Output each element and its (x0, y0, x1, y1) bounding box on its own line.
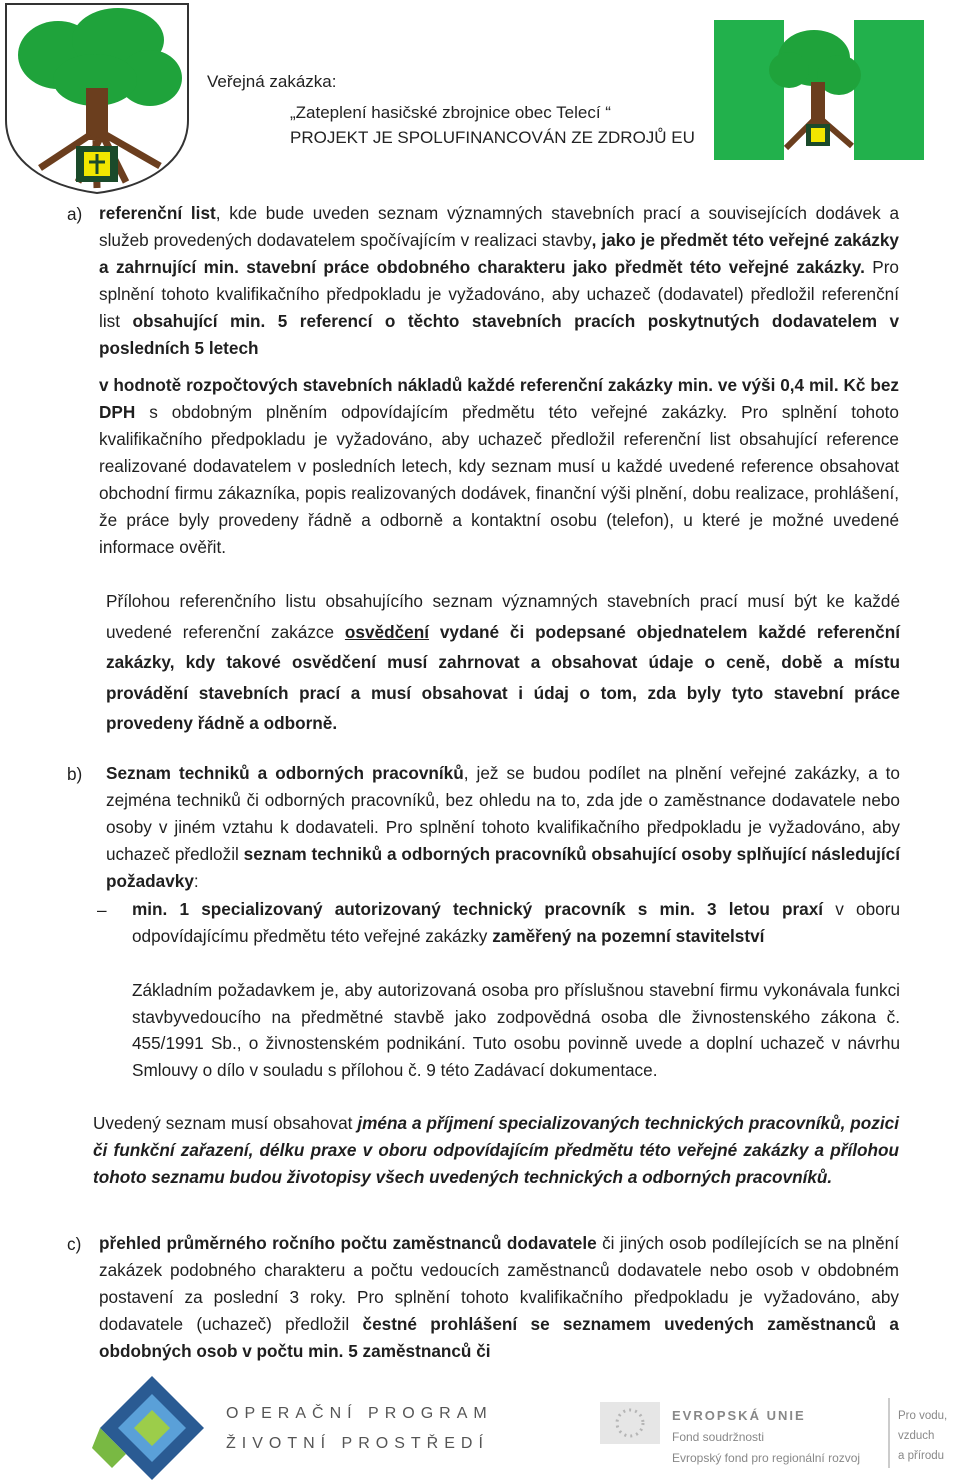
section-b-paragraph-3: Uvedený seznam musí obsahovat jména a příjmení specializovaných technických pracovníků, pozici či funkční zařazení, délku praxe v oboru odpovídajícím předmětu této veřejné zakázky a přílohou tohoto seznamu budou životopisy všech uvedených technických a odborných pracovníků. (93, 1113, 899, 1187)
municipal-crest-logo (0, 0, 200, 196)
op-name-line-2: ŽIVOTNÍ PROSTŘEDÍ (226, 1435, 489, 1452)
header-label: Veřejná zakázka: (207, 72, 337, 91)
section-b-paragraph-1: Seznam techniků a odborných pracovníků, jež se budou podílet na plnění veřejné zakázky, a to zejména techniků či odborných pracovníků, bez ohledu na to, zda jde o zaměstnance dodavatele nebo osoby v jiném vztahu k dodavateli. Pro splnění tohoto kvalifikačního předpokladu je vyžadováno, aby uchazeč předložil seznam techniků a odborných pracovníků obsahující osoby splňující následující požadavky: (106, 763, 901, 891)
section-b-paragraph-2: Základním požadavkem je, aby autorizovaná osoba pro příslušnou stavební firmu vykonávala funkci stavbyvedoucího na předmětné stavbě jako zodpovědná osoba dle živnostenského zákona č. 455/1991 Sb., o živnostenském podnikání. Tuto osobu povinně uvede a doplní uchazeč v návrhu Smlouvy o dílo v souladu s přílohou č. 9 této Zadávací dokumentace. (132, 980, 900, 1080)
op-name-line-1: OPERAČNÍ PROGRAM (226, 1405, 493, 1422)
section-a-paragraph-1: referenční list, kde bude uveden seznam významných stavebních prací a souvisejících dodávek a služeb provedených dodavatelem spočívajícím v realizaci stavby, jako je předmět této veřejné zakázky a zahrnující min. stavební práce obdobného charakteru jako předmět této veřejné zakázky. Pro splnění tohoto kvalifikačního předpokladu je vyžadováno, aby uchazeč (dodavatel) předložil referenční list obsahující min. 5 referencí o těchto stavebních pracích poskytnutých dodavatelem v posledních 5 letech (99, 203, 900, 358)
slogan-line-3: a přírodu (898, 1450, 945, 1462)
eu-fund-2: Evropský fond pro regionální rozvoj (672, 1451, 861, 1465)
page-header (0, 0, 960, 200)
section-a-paragraph-2: v hodnotě rozpočtových stavebních nákladů každé referenční zakázky min. ve výši 0,4 mil. Kč bez DPH s obdobným plněním odpovídajícím předmětu této veřejné zakázky. Pro splnění tohoto kvalifikačního předpokladu je vyžadováno, aby uchazeč předložil referenční list obsahující reference realizované dodavatelem v posledních letech, kdy seznam musí u každé uvedené reference obsahovat obchodní firmu zákazníka, popis realizovaných dodávek, finanční výši plnění, dobu realizace, prohlášení, že práce byly provedeny řádně a odborně a kontaktní osobu (telefon), u které je možné uvedené informace ověřit. (99, 375, 899, 557)
opzp-logo (92, 1372, 212, 1482)
slogan-line-2: vzduch (898, 1430, 935, 1442)
municipal-flag-logo (714, 20, 924, 160)
bullet-dash: – (97, 900, 107, 920)
footer-divider (888, 1398, 890, 1468)
section-c-marker: c) (67, 1234, 82, 1254)
section-a-marker: a) (67, 204, 83, 224)
eu-flag-logo (600, 1402, 660, 1444)
slogan-line-1: Pro vodu, (898, 1410, 948, 1422)
eu-label: EVROPSKÁ UNIE (672, 1408, 806, 1423)
bullet-requirement: min. 1 specializovaný autorizovaný technický pracovník s min. 3 letou praxí v oboru odpovídajícímu předmětu této veřejné zakázky zaměřený na pozemní stavitelství (132, 899, 901, 946)
section-a-paragraph-3: Přílohou referenčního listu obsahujícího seznam významných stavebních prací musí být ke každé uvedené referenční zakázce osvědčení vydané či podepsané objednatelem každé referenční zakázky, kdy takové osvědčení musí zahrnovat a obsahovat údaje o ceně, době a místu provádění stavebních prací a musí obsahovat i údaj o tom, zda byly tyto stavební práce provedeny řádně a odborně. (106, 591, 900, 733)
page-footer (0, 1372, 960, 1482)
header-title: „Zateplení hasičské zbrojnice obec Telecí “ (290, 103, 611, 122)
section-b-marker: b) (67, 764, 83, 784)
header-eu-note: PROJEKT JE SPOLUFINANCOVÁN ZE ZDROJŮ EU (290, 128, 695, 147)
section-c-paragraph: přehled průměrného ročního počtu zaměstnanců dodavatele či jiných osob podílejících se na plnění zakázek podobného charakteru a počtu vedoucích zaměstnanců dodavatele nebo osob v obdobném postavení za poslední 3 roky. Pro splnění tohoto kvalifikačního předpokladu je vyžadováno, aby dodavatele (uchazeč) předložil čestné prohlášení se seznamem uvedených zaměstnanců a obdobných osob v počtu min. 5 zaměstnanců či (99, 1233, 899, 1361)
eu-fund-1: Fond soudržnosti (672, 1430, 765, 1444)
